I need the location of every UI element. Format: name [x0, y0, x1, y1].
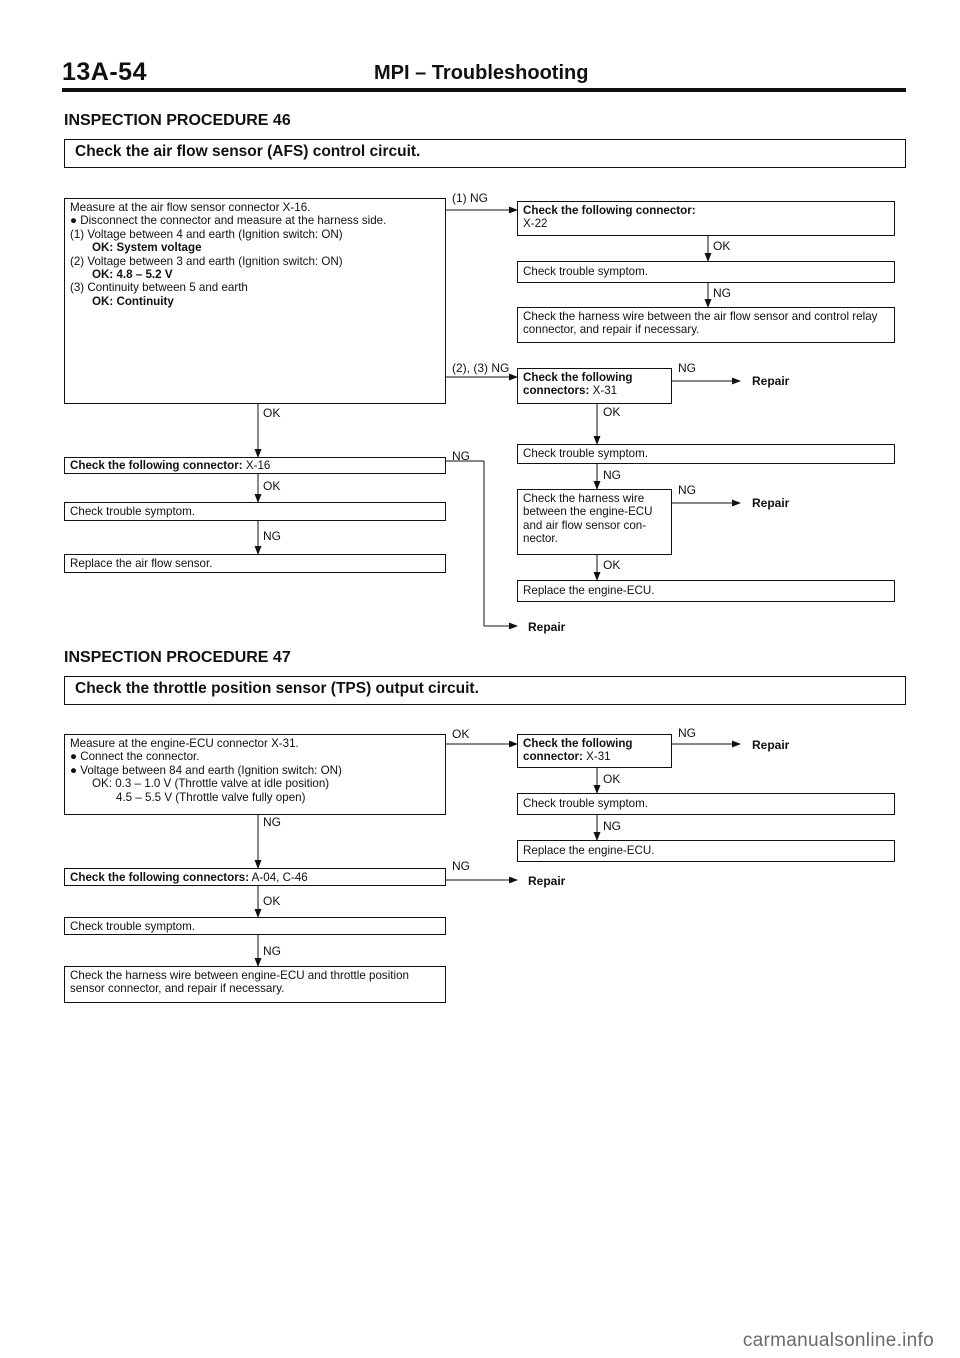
- page-number: 13A-54: [62, 58, 147, 86]
- proc46-measure-line-2: ● Disconnect the connector and measure at the harness side.: [70, 214, 387, 228]
- proc47-measure-line-4: OK: 0.3 – 1.0 V (Throttle valve at idle position): [92, 777, 330, 791]
- proc47-ok-right-label: OK: [452, 727, 470, 741]
- proc47-repair-conn: Repair: [528, 874, 566, 888]
- proc46-ng23-label: (2), (3) NG: [452, 361, 510, 375]
- proc47-measure-box: [64, 734, 446, 815]
- watermark: carmanualsonline.info: [742, 1330, 934, 1351]
- proc47-check-x31-value: X-31: [586, 750, 611, 764]
- proc46-ok-x31-label: OK: [603, 405, 621, 419]
- proc47-check-x31-title: Check the following: [523, 737, 633, 750]
- proc46-measure-line-1: Measure at the air flow sensor connector X-16.: [70, 201, 311, 214]
- proc46-ng-harness-label: NG: [678, 483, 696, 497]
- proc46-harness-ecu-line-4: nector.: [523, 532, 558, 546]
- proc46-harness-relay-text: Check the harness wire between the air flow sensor and control relay connector, and repair if necessary.: [523, 310, 878, 337]
- proc47-trouble-b-text: Check trouble symptom.: [70, 920, 196, 933]
- proc46-check-x22-title: Check the following connector:: [523, 204, 696, 217]
- proc46-measure-line-6: OK: 4.8 – 5.2 V: [92, 268, 173, 282]
- proc47-check-conn-value: A-04, C-46: [251, 871, 308, 884]
- proc47-harness-tps-text: Check the harness wire between engine-ECU and throttle position sensor connector, and repair if necessary.: [70, 969, 409, 996]
- proc46-trouble-c-text: Check trouble symptom.: [70, 505, 196, 518]
- proc47-ng-b-label: NG: [263, 944, 281, 958]
- proc46-trouble-b-box: [517, 444, 895, 464]
- section-title: MPI – Troubleshooting: [374, 62, 589, 84]
- proc46-trouble-b-text: Check trouble symptom.: [523, 447, 649, 460]
- proc46-heading: INSPECTION PROCEDURE 46: [64, 112, 291, 129]
- proc47-title-box: [64, 676, 906, 705]
- proc46-ng-c-label: NG: [263, 529, 281, 543]
- proc46-trouble-a-text: Check trouble symptom.: [523, 265, 649, 278]
- proc46-ok-x16-label: OK: [263, 479, 281, 493]
- proc47-check-conn-title: Check the following connectors:: [70, 871, 250, 884]
- proc47-ok-conn-label: OK: [263, 894, 281, 908]
- proc46-repair-bottom: Repair: [528, 620, 566, 634]
- proc47-measure-line-1: Measure at the engine-ECU connector X-31.: [70, 737, 299, 750]
- proc47-ok-x31-label: OK: [603, 772, 621, 786]
- proc46-measure-line-3: (1) Voltage between 4 and earth (Ignition switch: ON): [70, 227, 343, 241]
- proc46-title: Check the air flow sensor (AFS) control circuit.: [75, 143, 421, 160]
- proc46-measure-line-8: OK: Continuity: [92, 294, 174, 308]
- proc46-replace-ecu-box: [517, 580, 895, 602]
- proc46-check-x16-box: [64, 457, 446, 474]
- proc46-check-x22-value: X-22: [523, 217, 548, 231]
- proc47-check-conn-box: [64, 868, 446, 886]
- proc47-check-x31-title-2: connector:: [523, 750, 583, 764]
- proc46-check-x31-value: X-31: [592, 384, 618, 398]
- proc47-ng-conn-label: NG: [452, 859, 470, 873]
- proc46-title-box: [64, 139, 906, 168]
- proc46-harness-ecu-line-1: Check the harness wire: [523, 492, 645, 505]
- proc46-ng-x16-label: NG: [452, 449, 470, 463]
- proc46-replace-afs-box: [64, 554, 446, 573]
- proc46-check-x22-box: [517, 201, 895, 236]
- proc46-harness-ecu-line-2: between the engine-ECU: [523, 505, 653, 519]
- proc46-check-x31-box: [517, 368, 672, 404]
- proc47-trouble-b-box: [64, 917, 446, 935]
- proc47-harness-tps-box: [64, 966, 446, 1003]
- proc47-repair-x31: Repair: [752, 738, 790, 752]
- proc46-replace-ecu-text: Replace the engine-ECU.: [523, 584, 655, 597]
- proc46-measure-box: [64, 198, 446, 404]
- proc47-trouble-a-box: [517, 793, 895, 815]
- proc46-measure-line-7: (3) Continuity between 5 and earth: [70, 281, 248, 295]
- proc46-ng-b-label: NG: [603, 468, 621, 482]
- proc46-measure-line-5: (2) Voltage between 3 and earth (Ignition switch: ON): [70, 254, 343, 268]
- proc46-ok-main-label: OK: [263, 406, 281, 420]
- proc46-trouble-a-box: [517, 261, 895, 283]
- proc47-check-x31-box: [517, 734, 672, 768]
- proc46-repair-x31: Repair: [752, 374, 790, 388]
- proc46-harness-ecu-box: [517, 489, 672, 555]
- proc47-title: Check the throttle position sensor (TPS) output circuit.: [75, 680, 479, 697]
- proc47-measure-line-2: ● Connect the connector.: [70, 750, 200, 764]
- proc46-trouble-c-box: [64, 502, 446, 521]
- proc47-ng-a-label: NG: [603, 819, 621, 833]
- proc46-ok-a-label: OK: [713, 239, 731, 253]
- proc46-repair-harness: Repair: [752, 496, 790, 510]
- proc46-measure-line-4: OK: System voltage: [92, 241, 202, 255]
- proc46-check-x16-value: X-16: [245, 459, 271, 472]
- proc47-heading: INSPECTION PROCEDURE 47: [64, 649, 291, 666]
- proc46-ok-harness-label: OK: [603, 558, 621, 572]
- proc46-harness-ecu-line-3: and air flow sensor con-: [523, 518, 647, 532]
- proc46-check-x31-title-2: connectors:: [523, 384, 590, 398]
- proc46-check-x16-title: Check the following connector:: [70, 459, 243, 472]
- proc46-ng1-label: (1) NG: [452, 191, 488, 205]
- proc47-ng-x31-label: NG: [678, 726, 696, 740]
- proc47-replace-ecu-text: Replace the engine-ECU.: [523, 844, 655, 857]
- proc46-check-x31-title: Check the following: [523, 371, 633, 384]
- proc47-ng-main-label: NG: [263, 815, 281, 829]
- proc46-ng-x31-label: NG: [678, 361, 696, 375]
- proc46-harness-relay-box: [517, 307, 895, 343]
- proc47-measure-line-5: 4.5 – 5.5 V (Throttle valve fully open): [116, 790, 306, 804]
- proc47-trouble-a-text: Check trouble symptom.: [523, 797, 649, 810]
- proc47-replace-ecu-box: [517, 840, 895, 862]
- proc47-measure-line-3: ● Voltage between 84 and earth (Ignition switch: ON): [70, 763, 342, 777]
- proc46-ng-a-label: NG: [713, 286, 731, 300]
- proc46-replace-afs-text: Replace the air flow sensor.: [70, 557, 213, 570]
